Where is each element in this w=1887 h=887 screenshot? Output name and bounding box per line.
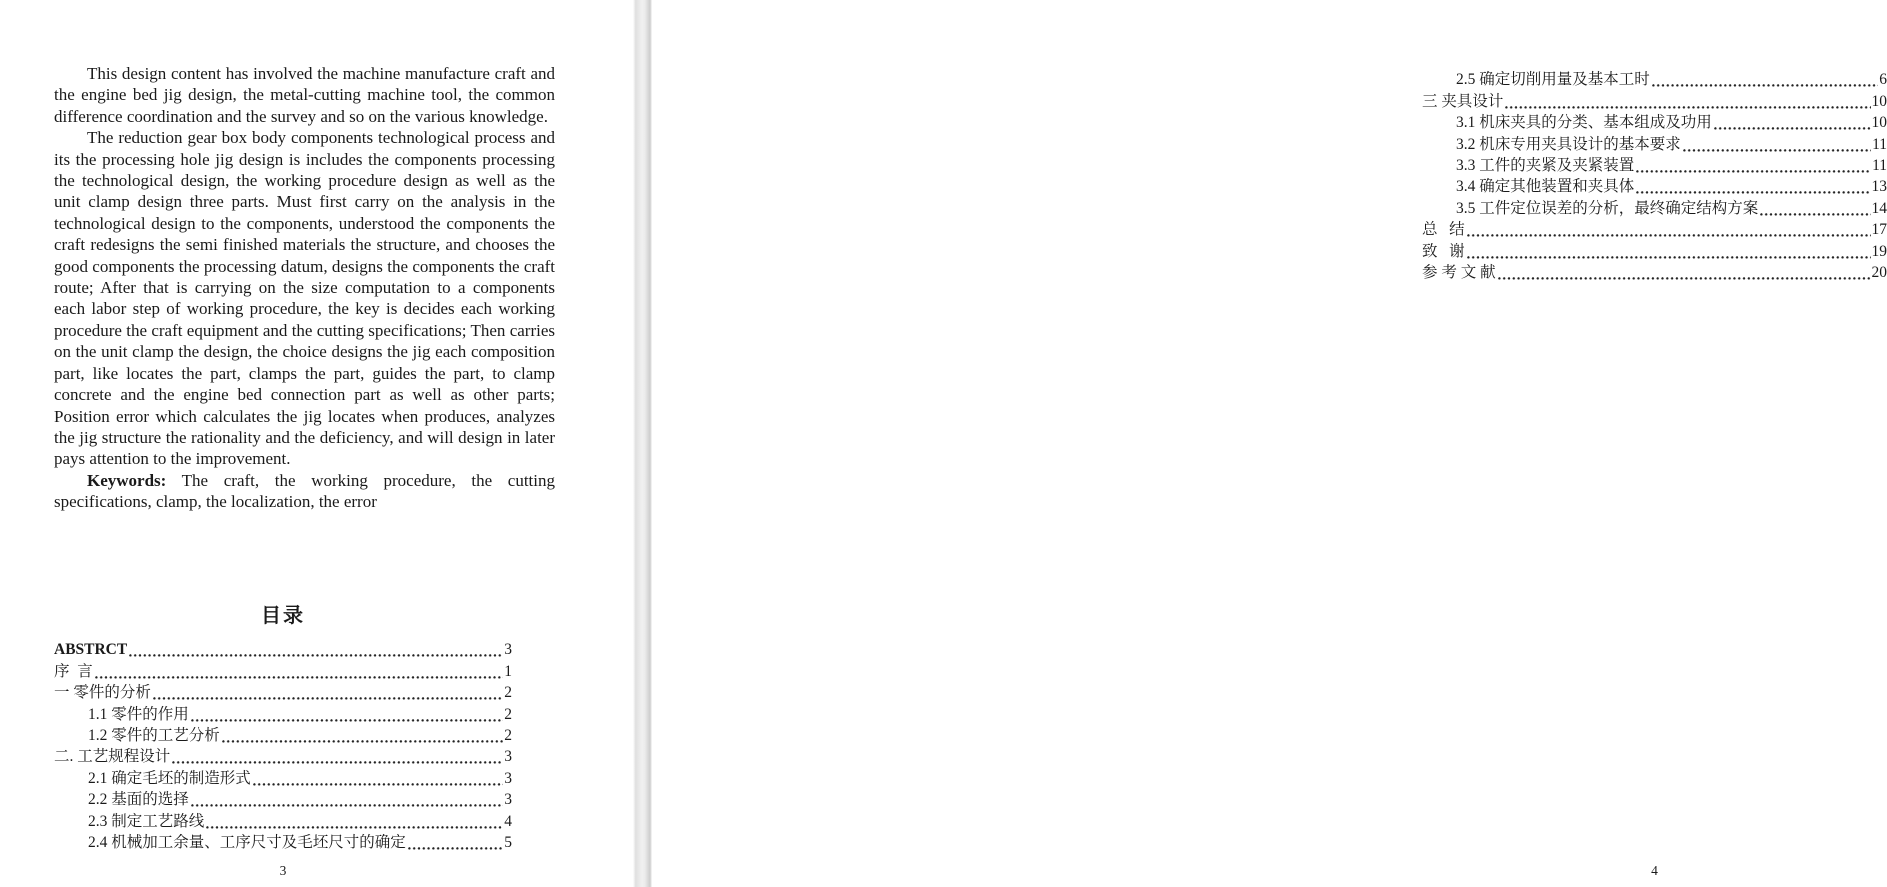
toc-entry-preface[interactable]: 序 言 1 — [54, 662, 512, 680]
toc-entry-2-1[interactable]: 2.1 确定毛坯的制造形式 3 — [88, 769, 512, 787]
toc-entry-2-5[interactable]: 2.5 确定切削用量及基本工时 6 — [1456, 71, 1887, 89]
toc-entry-references[interactable]: 参 考 文 献 20 — [1422, 263, 1887, 281]
toc-entry-summary[interactable]: 总 结 17 — [1422, 221, 1887, 239]
toc-leader-dots — [1652, 82, 1878, 87]
toc-leader-dots — [1636, 189, 1870, 194]
toc-leader-dots — [1760, 211, 1870, 216]
keywords-paragraph — [54, 470, 555, 513]
toc-leader-dots — [1683, 147, 1871, 152]
toc-entry-3-4[interactable]: 3.4 确定其他装置和夹具体 13 — [1456, 178, 1887, 196]
page-separator — [633, 0, 652, 887]
toc-heading: 目录 — [261, 605, 305, 627]
toc-entry-3-5[interactable]: 3.5 工件定位误差的分析，最终确定结构方案 14 — [1456, 199, 1887, 217]
toc-entry-3-1[interactable]: 3.1 机床夹具的分类、基本组成及功用 10 — [1456, 114, 1887, 132]
toc-leader-dots — [253, 781, 503, 786]
toc-leader-dots — [129, 652, 503, 657]
page-left — [0, 0, 633, 887]
toc-leader-dots — [206, 824, 503, 829]
toc-entry-1-2[interactable]: 1.2 零件的工艺分析 2 — [88, 726, 512, 744]
toc-leader-dots — [1714, 125, 1871, 130]
toc-entry-acknowledgements[interactable]: 致 谢 19 — [1422, 242, 1887, 260]
toc-leader-dots — [222, 738, 503, 743]
toc-entry-chapter-2[interactable]: 二. 工艺规程设计 3 — [54, 748, 512, 766]
abstract-paragraph-2: The reduction gear box body components technological process and its the processing hole jig design is includes the components processing the technological design, the working procedure design as well as the unit clamp design three parts. Must first carry on the analysis in the technological design to the components, understood the components the craft redesigns the semi finished materials the structure, and chooses the good components the processing datum, designs the components the craft route; After that is carrying on the size computation to a components each labor step of working procedure, the key is decides each working procedure the craft equipment and the cutting specifications; Then carries on the unit clamp the design, the choice designs the jig each composition part, like locates the part, clamps the part, guides the part, to clamp concrete and the engine bed connection part as well as other parts; Position error which calculates the jig locates when produces, analyzes the jig structure the rationality and the deficiency, and will design in later pays attention to the improvement. — [54, 128, 555, 469]
toc-leader-dots — [172, 759, 503, 764]
toc-leader-dots — [1505, 104, 1870, 109]
toc-leader-dots — [408, 845, 503, 850]
page-right — [652, 0, 1887, 887]
toc-entry-3-3[interactable]: 3.3 工件的夹紧及夹紧装置 11 — [1456, 156, 1887, 174]
toc-right-column — [1422, 69, 1887, 283]
toc-entry-3-2[interactable]: 3.2 机床专用夹具设计的基本要求 11 — [1456, 135, 1887, 153]
toc-entry-2-4[interactable]: 2.4 机械加工余量、工序尺寸及毛坯尺寸的确定 5 — [88, 833, 512, 851]
abstract-paragraph-1: This design content has involved the machine manufacture craft and the engine bed jig design, the metal-cutting machine tool, the common difference coordination and the survey and so on the various knowledge. — [54, 64, 555, 126]
keywords-label: Keywords: — [87, 470, 167, 490]
toc-entry-abstrct[interactable]: ABSTRCT 3 — [54, 641, 512, 659]
toc-leader-dots — [191, 717, 503, 722]
toc-leader-dots — [191, 802, 503, 807]
page-number-right: 4 — [1651, 863, 1658, 878]
toc-leader-dots — [1498, 275, 1871, 280]
toc-leader-dots — [1467, 254, 1871, 259]
toc-left-column — [54, 639, 512, 853]
toc-leader-dots — [1636, 168, 1871, 173]
toc-leader-dots — [153, 695, 503, 700]
keywords-text: The craft, the working procedure, the cutting specifications, clamp, the localization, the error — [54, 470, 555, 512]
toc-entry-chapter-3[interactable]: 三 夹具设计 10 — [1422, 92, 1887, 110]
toc-entry-2-2[interactable]: 2.2 基面的选择 3 — [88, 791, 512, 809]
abstract-section — [54, 63, 555, 513]
toc-entry-chapter-1[interactable]: 一 零件的分析 2 — [54, 684, 512, 702]
toc-leader-dots — [1467, 232, 1871, 237]
page-number-left: 3 — [279, 863, 287, 878]
toc-entry-2-3[interactable]: 2.3 制定工艺路线 4 — [88, 812, 512, 830]
toc-leader-dots — [95, 674, 503, 679]
toc-entry-1-1[interactable]: 1.1 零件的作用 2 — [88, 705, 512, 723]
